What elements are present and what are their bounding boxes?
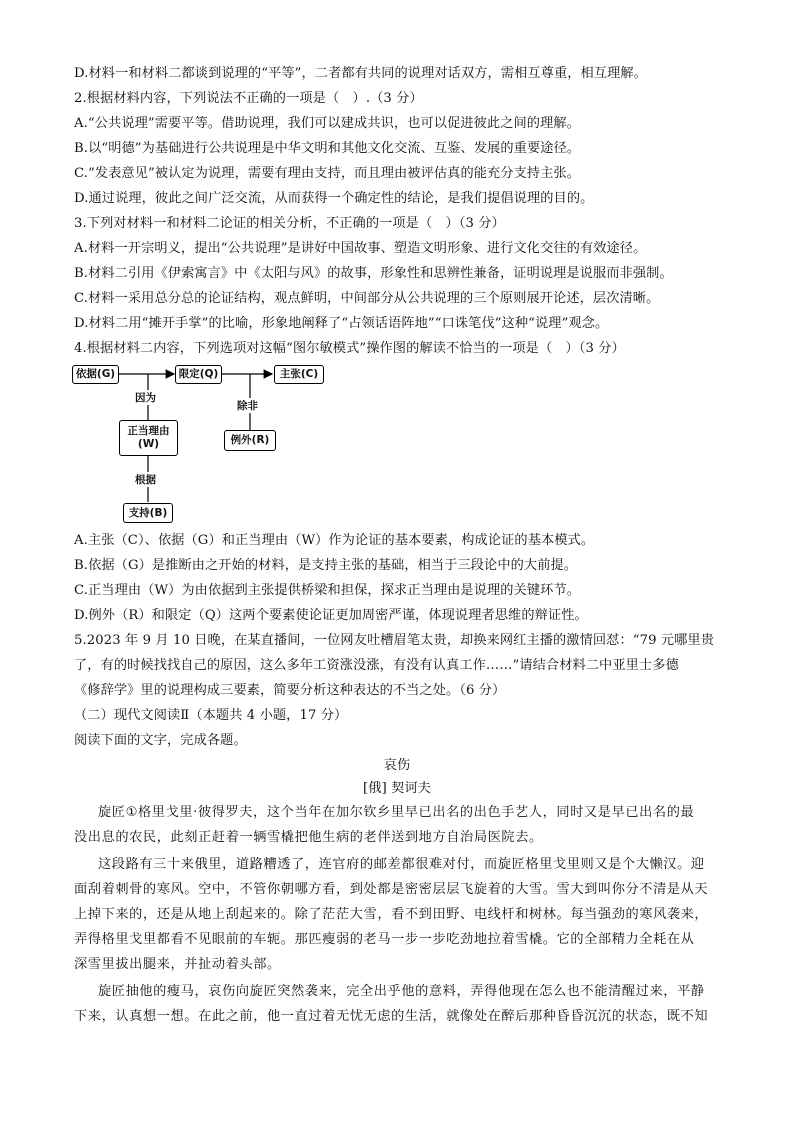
question-4-option-a: A.主张（C）、依据（G）和正当理由（W）作为论证的基本要素，构成论证的基本模式。 <box>74 533 595 548</box>
warrant-label: 正当理由 <box>127 425 170 437</box>
question-3-option-d: D.材料二用“摊开手掌”的比喻，形象地阐释了“占领话语阵地”“口诛笔伐”这种“说理”观念。 <box>74 316 609 331</box>
question-3-option-b: B.材料二引用《伊索寓言》中《太阳与风》的故事，形象性和思辨性兼备，证明说理是说服而非强制。 <box>74 266 673 281</box>
story-paragraph-2-line-2: 面刮着刺骨的寒风。空中，不管你朝哪方看，到处都是密密层层飞旋着的大雪。雪大到叫你分不清是从天 <box>74 882 709 897</box>
rebuttal-box: 例外(R) <box>224 430 276 451</box>
question-2-option-b: B.以“明德”为基础进行公共说理是中华文明和其他文化交流、互鉴、发展的重要途径。 <box>74 141 581 156</box>
story-paragraph-2-line-1: 这段路有三十来俄里，道路糟透了，连官府的邮差都很难对付，而旋匠格里戈里则又是个大懒汉。迎 <box>98 857 705 872</box>
story-paragraph-2-line-4: 弄得格里戈里都看不见眼前的车轭。那匹瘦弱的老马一步一步吃劲地拉着雪橇。它的全部精力全耗在从 <box>74 932 695 947</box>
unless-label: 除非 <box>237 400 258 412</box>
because-label: 因为 <box>135 392 156 404</box>
question-5-line-2: 了，有的时候找找自己的原因，这么多年工资涨没涨，有没有认真工作……”请结合材料二中亚里士多德 <box>74 658 679 673</box>
question-3-stem: 3.下列对材料一和材料二论证的相关分析，不正确的一项是（ ）（3 分） <box>74 216 505 231</box>
question-5-line-3: 《修辞学》里的说理构成三要素，简要分析这种表达的不当之处。（6 分） <box>74 683 506 698</box>
question-2-option-d: D.通过说理，彼此之间广泛交流，从而获得一个确定性的结论，是我们提倡说理的目的。 <box>74 191 594 206</box>
question-3-option-a: A.材料一开宗明义，提出“公共说理”是讲好中国故事、塑造文明形象、进行文化交往的有效途径。 <box>74 241 647 256</box>
question-5-line-1: 5.2023 年 9 月 10 日晚，在某直播间，一位网友吐槽眉笔太贵，却换来网红主播的激情回怼：“79 元哪里贵 <box>74 633 714 648</box>
question-4-option-c: C.正当理由（W）为由依据到主张提供桥梁和担保，探求正当理由是说理的关键环节。 <box>74 583 581 598</box>
warrant-code: (W) <box>137 438 160 450</box>
question-3-option-c: C.材料一采用总分总的论证结构，观点鲜明，中间部分从公共说理的三个原则展开论述，层次清晰。 <box>74 291 660 306</box>
story-title: 哀伤 <box>383 758 411 773</box>
question-4-option-d: D.例外（R）和限定（Q）这两个要素使论证更加周密严谨，体现说理者思维的辩证性。 <box>74 608 588 623</box>
warrant-box <box>119 420 178 456</box>
qualifier-box: 限定(Q) <box>175 365 222 384</box>
grounds-box: 依据(G) <box>72 365 119 384</box>
question-2-option-c: C.“发表意见”被认定为说理，需要有理由支持，而且理由被评估真的能充分支持主张。 <box>74 166 581 181</box>
claim-box: 主张(C) <box>274 365 324 384</box>
question-4-stem: 4.根据材料二内容，下列选项对这幅“图尔敏模式”操作图的解读不恰当的一项是（ ）（3 分） <box>74 341 625 356</box>
story-paragraph-3-line-1: 旋匠抽他的瘦马，哀伤向旋匠突然袭来，完全出乎他的意料，弄得他现在怎么也不能清醒过来，平静 <box>98 984 705 999</box>
reading-instruction: 阅读下面的文字，完成各题。 <box>74 733 247 748</box>
story-paragraph-2-line-5: 深雪里拔出腿来，并扯动着头部。 <box>74 957 281 972</box>
question-2-stem: 2.根据材料内容，下列说法不正确的一项是（ ）.（3 分） <box>74 91 423 106</box>
question-2-option-a: A.“公共说理”需要平等。借助说理，我们可以建成共识，也可以促进彼此之间的理解。 <box>74 116 580 131</box>
story-paragraph-2-line-3: 上掉下来的，还是从地上刮起来的。除了茫茫大雪，看不到田野、电线杆和树林。每当强劲的寒风袭来， <box>74 907 709 922</box>
toulmin-diagram <box>72 362 332 526</box>
story-paragraph-3-line-2: 下来，认真想一想。在此之前，他一直过着无忧无虑的生活，就像处在醉后那种昏昏沉沉的状态，既不知 <box>74 1009 709 1024</box>
question-1-option-d: D.材料一和材料二都谈到说理的“平等”，二者都有共同的说理对话双方，需相互尊重，相互理解。 <box>74 66 647 81</box>
according-label: 根据 <box>135 474 156 486</box>
story-paragraph-1-line-1: 旋匠①格里戈里·彼得罗夫，这个当年在加尔钦乡里早已出名的出色手艺人，同时又是早已出名的最 <box>98 805 695 820</box>
backing-box: 支持(B) <box>123 503 173 523</box>
story-author: [俄] 契诃夫 <box>363 781 431 796</box>
question-4-option-b: B.依据（G）是推断由之开始的材料，是支持主张的基础，相当于三段论中的大前提。 <box>74 558 578 573</box>
section-heading: （二）现代文阅读Ⅱ（本题共 4 小题，17 分） <box>74 708 348 723</box>
diagram-connectors <box>72 362 332 526</box>
story-paragraph-1-line-2: 没出息的农民，此刻正赶着一辆雪橇把他生病的老伴送到地方自治局医院去。 <box>74 830 543 845</box>
